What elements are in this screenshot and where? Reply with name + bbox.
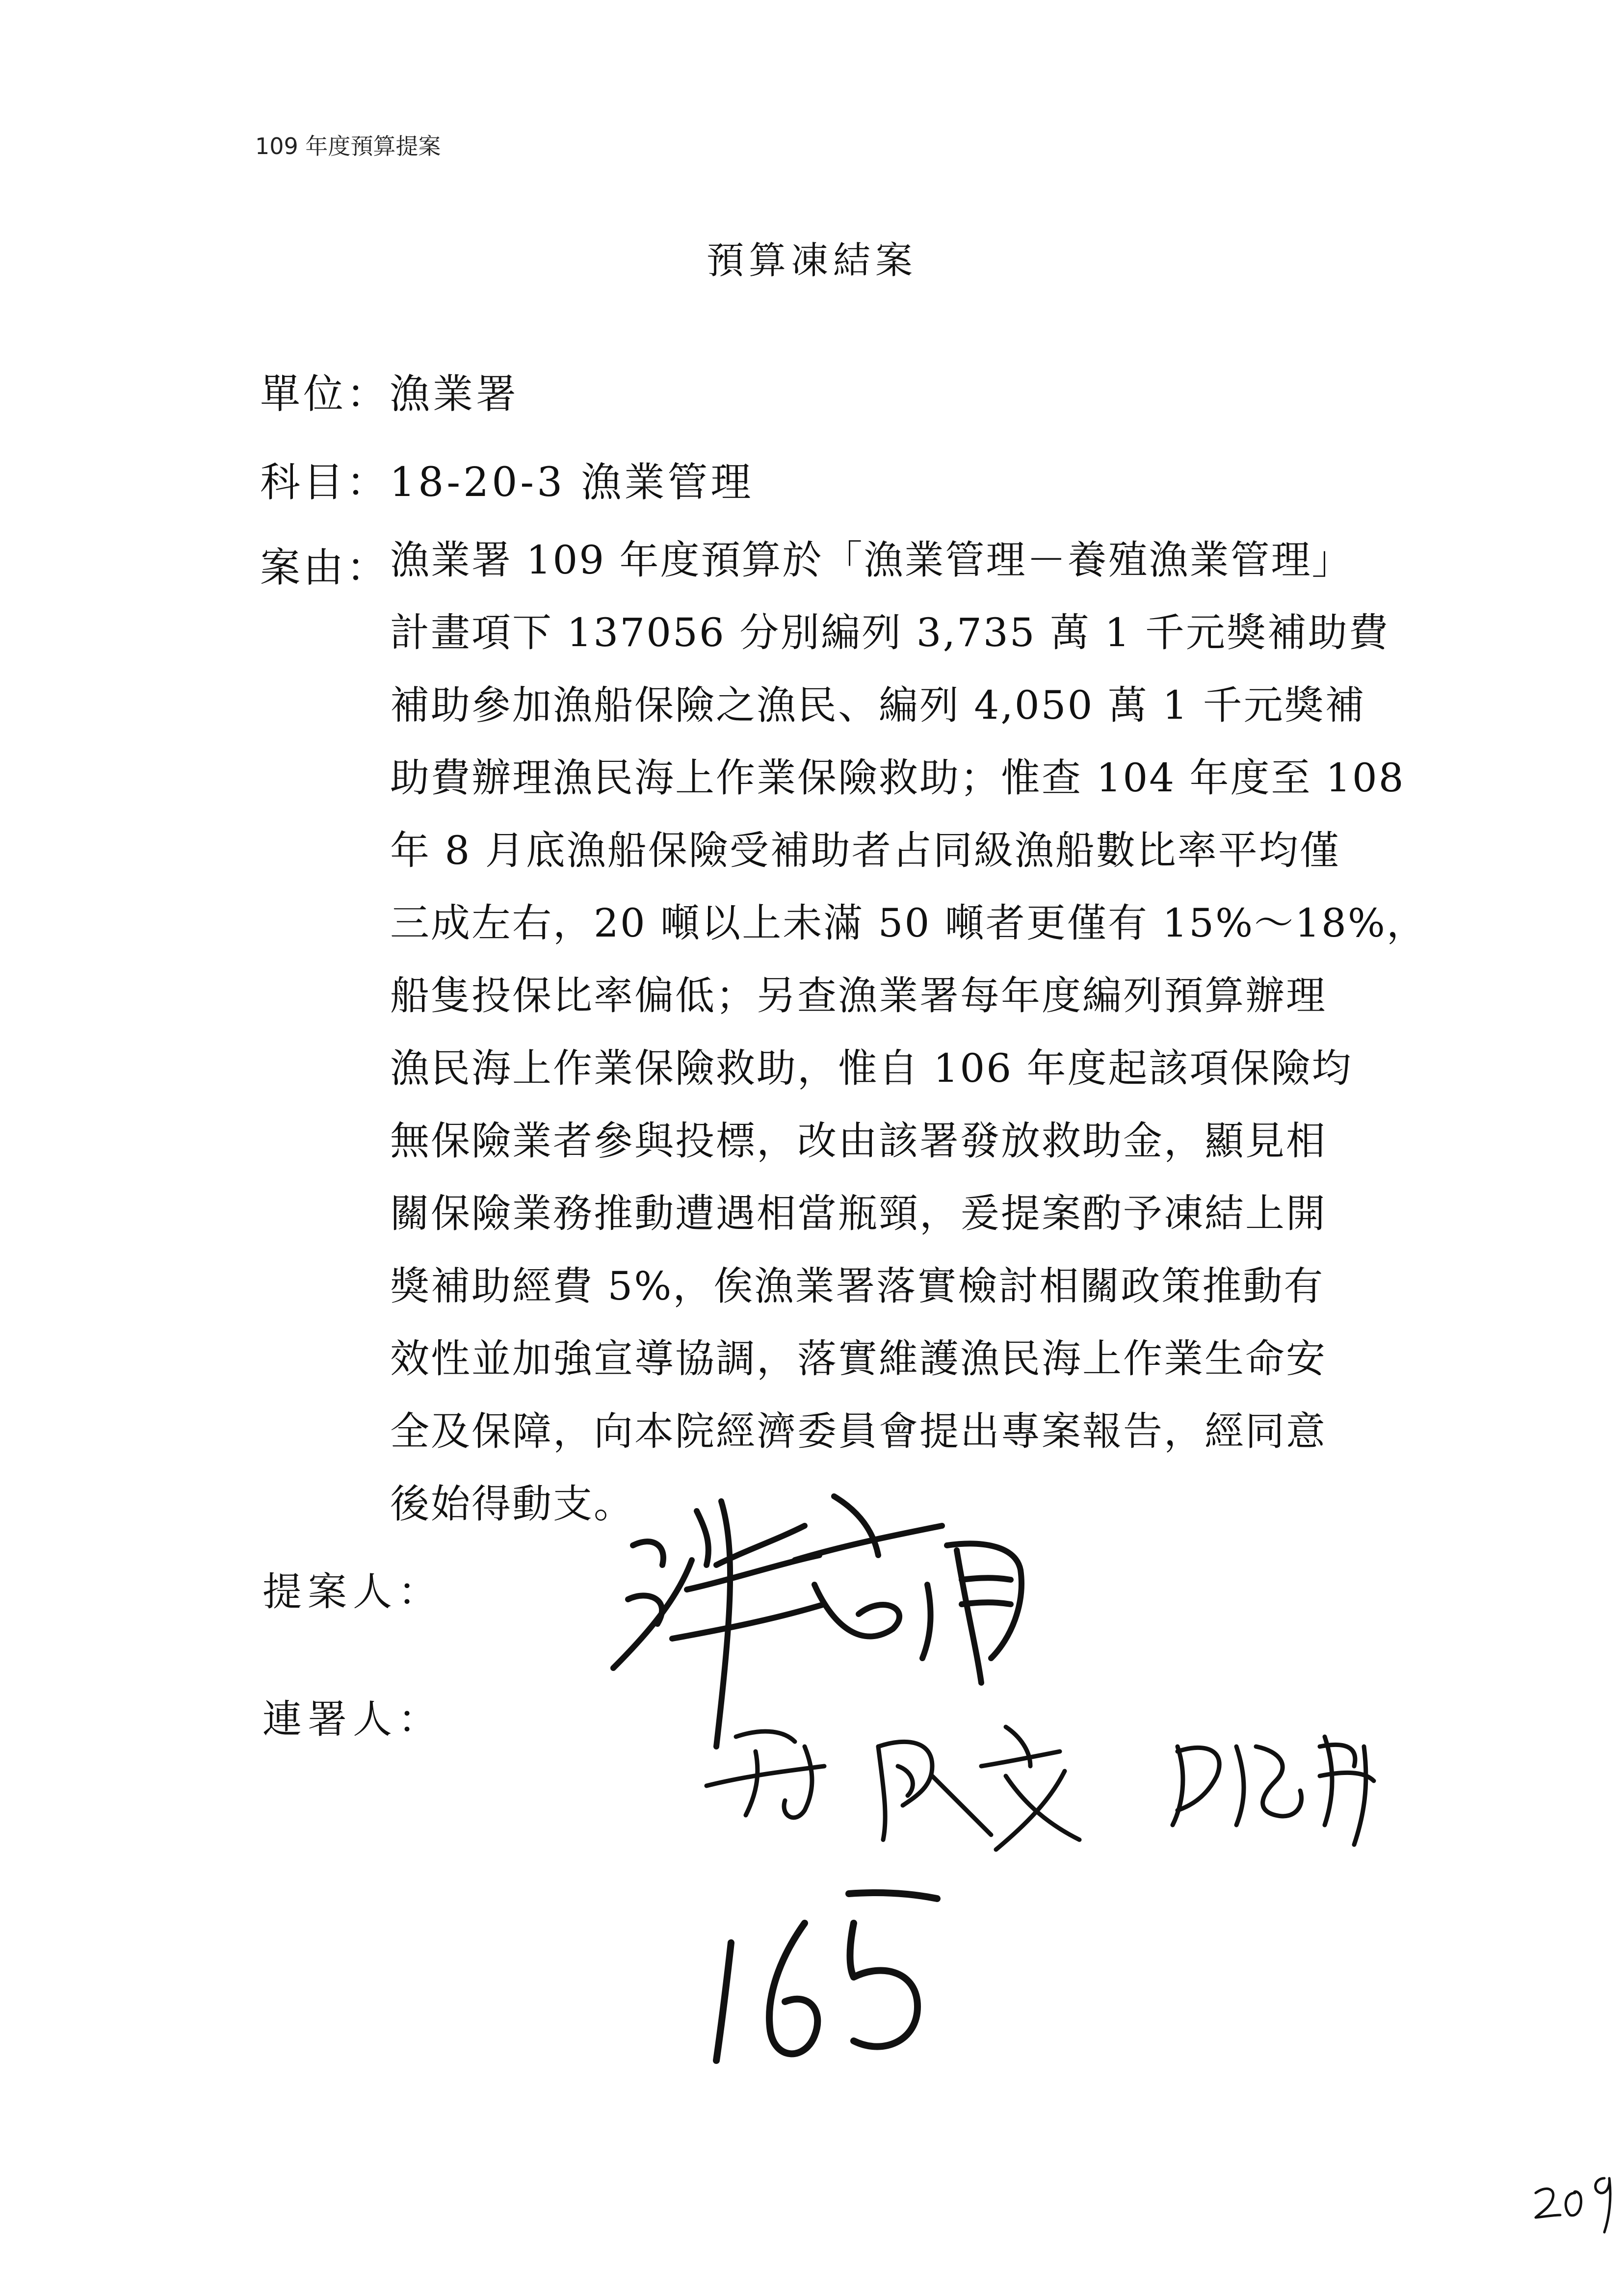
cosigner-label: 連署人： (262, 1696, 443, 1742)
reason-line: 三成左右，20 噸以上未滿 50 噸者更僅有 15%～18%， (390, 900, 1427, 946)
subject-label: 科目： (260, 459, 390, 506)
reason-line: 獎補助經費 5%，俟漁業署落實檢討相關政策推動有 (390, 1263, 1325, 1309)
reason-line: 助費辦理漁民海上作業保險救助；惟查 104 年度至 108 (390, 755, 1405, 801)
reason-line: 年 8 月底漁船保險受補助者占同級漁船數比率平均僅 (390, 828, 1340, 873)
reason-line: 關保險業務推動遭遇相當瓶頸，爰提案酌予凍結上開 (390, 1191, 1327, 1236)
proposer-label: 提案人： (262, 1569, 443, 1615)
reason-line: 船隻投保比率偏低；另查漁業署每年度編列預算辦理 (390, 973, 1327, 1018)
reason-line: 全及保障，向本院經濟委員會提出專案報告，經同意 (390, 1409, 1327, 1454)
subject-value: 18-20-3 漁業管理 (390, 459, 754, 506)
cosigner-signature-2 (1173, 1737, 1374, 1845)
proposer-signature (613, 1496, 1022, 1747)
reason-line: 效性並加強宣導協調，落實維護漁民海上作業生命安 (390, 1336, 1327, 1382)
reason-line: 無保險業者參與投標，改由該署發放救助金，顯見相 (390, 1118, 1327, 1164)
reason-line: 漁業署 109 年度預算於「漁業管理－養殖漁業管理」 (390, 537, 1353, 583)
document-title: 預算凍結案 (707, 238, 917, 282)
reason-line: 補助參加漁船保險之漁民、編列 4,050 萬 1 千元獎補 (390, 682, 1366, 728)
unit-value: 漁業署 (390, 371, 520, 417)
reason-line: 漁民海上作業保險救助，惟自 106 年度起該項保險均 (390, 1045, 1353, 1091)
cosigner-signature-1 (707, 1727, 1079, 1850)
unit-label: 單位： (260, 371, 390, 417)
page-number (1536, 2178, 1610, 2232)
reason-line: 後始得動支。 (390, 1481, 634, 1527)
reason-label: 案由： (260, 545, 390, 591)
handwritten-number (716, 1893, 937, 2061)
reason-line: 計畫項下 137056 分別編列 3,735 萬 1 千元獎補助費 (390, 610, 1389, 655)
header-note: 109 年度預算提案 (255, 133, 441, 159)
